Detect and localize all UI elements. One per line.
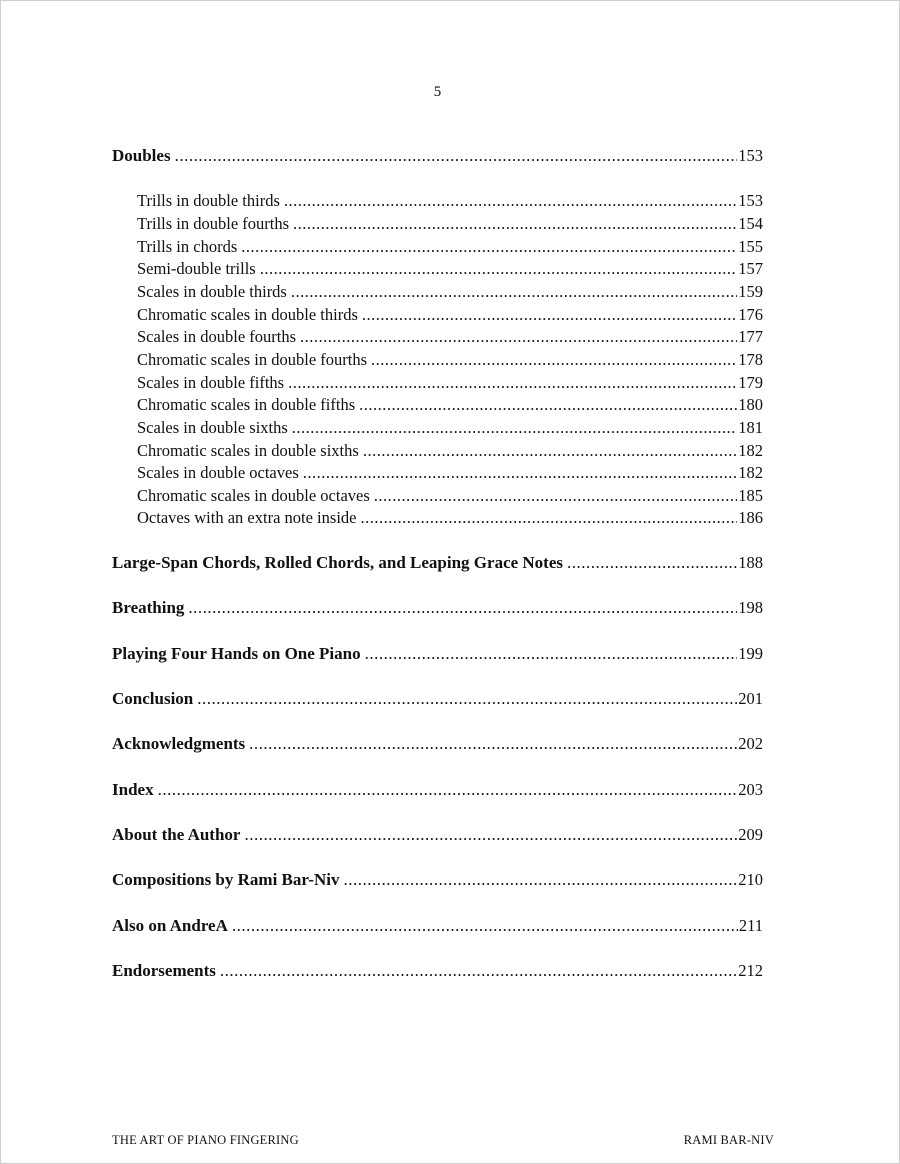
toc-entry-page: 211 xyxy=(738,916,763,935)
dot-leader xyxy=(362,305,737,325)
toc-subentry-page: 159 xyxy=(738,282,763,301)
toc-entry-title: Index xyxy=(112,780,154,799)
dot-leader xyxy=(249,734,737,754)
toc-subentry[interactable] xyxy=(137,327,763,351)
toc-entry-title: About the Author xyxy=(112,825,241,844)
dot-leader xyxy=(220,961,737,981)
dot-leader xyxy=(363,441,737,461)
toc-subentry[interactable] xyxy=(137,395,763,419)
toc-subentry-page: 182 xyxy=(738,463,763,482)
dot-leader xyxy=(284,191,737,211)
toc-subentry-title: Trills in double fourths xyxy=(137,214,290,233)
toc-subentry-title: Scales in double sixths xyxy=(137,418,288,437)
toc-entry-title: Compositions by Rami Bar-Niv xyxy=(112,870,340,889)
toc-entry[interactable] xyxy=(112,780,763,804)
toc-entry-page: 210 xyxy=(738,870,763,889)
toc-entry-page: 198 xyxy=(738,598,763,617)
toc-entry-title: Acknowledgments xyxy=(112,734,246,753)
toc-subentry-page: 178 xyxy=(738,350,763,369)
dot-leader xyxy=(197,689,737,709)
dot-leader xyxy=(365,644,738,664)
toc-subentry-title: Scales in double octaves xyxy=(137,463,299,482)
dot-leader xyxy=(188,598,737,618)
toc-subentry-page: 157 xyxy=(738,259,763,278)
toc-subentry-title: Trills in chords xyxy=(137,237,238,256)
toc-entry-page: 199 xyxy=(738,644,763,663)
toc-subentry-title: Scales in double fourths xyxy=(137,327,297,346)
toc-entry[interactable] xyxy=(112,870,763,894)
footer-author: RAMI BAR-NIV xyxy=(683,1133,774,1147)
footer-book-title: THE ART OF PIANO FINGERING xyxy=(112,1133,299,1147)
toc-subentry[interactable] xyxy=(137,486,763,510)
toc-entry-doubles[interactable] xyxy=(112,146,763,170)
toc-entry-title: Conclusion xyxy=(112,689,194,708)
toc-subentry-title: Chromatic scales in double fifths xyxy=(137,395,356,414)
toc-subentry-page: 181 xyxy=(738,418,763,437)
toc-subentry-page: 185 xyxy=(738,486,763,505)
dot-leader xyxy=(241,237,737,257)
toc-entry-title: Large-Span Chords, Rolled Chords, and Leaping Grace Notes xyxy=(112,553,564,572)
toc-subentry-title: Chromatic scales in double sixths xyxy=(137,441,359,460)
toc-entry-title: Playing Four Hands on One Piano xyxy=(112,644,361,663)
dot-leader xyxy=(343,870,737,890)
toc-subentry[interactable] xyxy=(137,373,763,397)
toc-subentry-title: Octaves with an extra note inside xyxy=(137,508,357,527)
toc-subentry-title: Chromatic scales in double thirds xyxy=(137,305,358,324)
toc-entry-title: Also on AndreA xyxy=(112,916,228,935)
toc-entry-page: 188 xyxy=(738,553,763,572)
toc-subentry-page: 186 xyxy=(738,508,763,527)
dot-leader xyxy=(260,259,738,279)
toc-entry[interactable] xyxy=(112,553,763,577)
dot-leader xyxy=(371,350,737,370)
page-number: 5 xyxy=(433,84,442,100)
toc-entry[interactable] xyxy=(112,825,763,849)
toc-entry-page: 153 xyxy=(738,146,763,165)
dot-leader xyxy=(359,395,737,415)
toc-subentry[interactable] xyxy=(137,237,763,261)
toc-subentry[interactable] xyxy=(137,418,763,442)
toc-subentry-page: 179 xyxy=(738,373,763,392)
toc-subentry-page: 180 xyxy=(738,395,763,414)
toc-entry-title: Doubles xyxy=(112,146,171,165)
toc-subentry[interactable] xyxy=(137,463,763,487)
dot-leader xyxy=(374,486,737,506)
toc-subentry-title: Scales in double fifths xyxy=(137,373,285,392)
dot-leader xyxy=(360,508,737,528)
toc-entry[interactable] xyxy=(112,644,763,668)
toc-subentry-page: 155 xyxy=(738,237,763,256)
toc-subentry-page: 182 xyxy=(738,441,763,460)
toc-entry-title: Endorsements xyxy=(112,961,216,980)
dot-leader xyxy=(291,282,737,302)
toc-entry[interactable] xyxy=(112,961,763,985)
toc-entry-page: 212 xyxy=(738,961,763,980)
toc-entry-page: 201 xyxy=(738,689,763,708)
dot-leader xyxy=(567,553,737,573)
dot-leader xyxy=(292,418,737,438)
toc-subentry-page: 154 xyxy=(738,214,763,233)
toc-subentry[interactable] xyxy=(137,214,763,238)
toc-subentry-title: Chromatic scales in double fourths xyxy=(137,350,368,369)
toc-entry[interactable] xyxy=(112,734,763,758)
dot-leader xyxy=(300,327,737,347)
toc-entry-page: 209 xyxy=(738,825,763,844)
toc-subentry[interactable] xyxy=(137,305,763,329)
toc-subentry[interactable] xyxy=(137,508,763,532)
toc-subentry[interactable] xyxy=(137,259,763,283)
toc-subentry-page: 177 xyxy=(738,327,763,346)
dot-leader xyxy=(158,780,738,800)
toc-subentry-title: Trills in double thirds xyxy=(137,191,280,210)
toc-entry-title: Breathing xyxy=(112,598,185,617)
dot-leader xyxy=(244,825,737,845)
toc-subentry-page: 153 xyxy=(738,191,763,210)
dot-leader xyxy=(303,463,738,483)
toc-subentry-title: Chromatic scales in double octaves xyxy=(137,486,370,505)
toc-subentry-title: Semi-double trills xyxy=(137,259,256,278)
toc-entry[interactable] xyxy=(112,598,763,622)
dot-leader xyxy=(288,373,737,393)
toc-entry[interactable] xyxy=(112,916,763,940)
toc-subentry[interactable] xyxy=(137,441,763,465)
toc-entry-page: 203 xyxy=(738,780,763,799)
toc-entry[interactable] xyxy=(112,689,763,713)
dot-leader xyxy=(232,916,738,936)
toc-entry-page: 202 xyxy=(738,734,763,753)
dot-leader xyxy=(293,214,737,234)
dot-leader xyxy=(175,146,738,166)
toc-subentry[interactable] xyxy=(137,282,763,306)
toc-subentry[interactable] xyxy=(137,191,763,215)
toc-subentry[interactable] xyxy=(137,350,763,374)
toc-subentry-title: Scales in double thirds xyxy=(137,282,287,301)
toc-subentry-page: 176 xyxy=(738,305,763,324)
